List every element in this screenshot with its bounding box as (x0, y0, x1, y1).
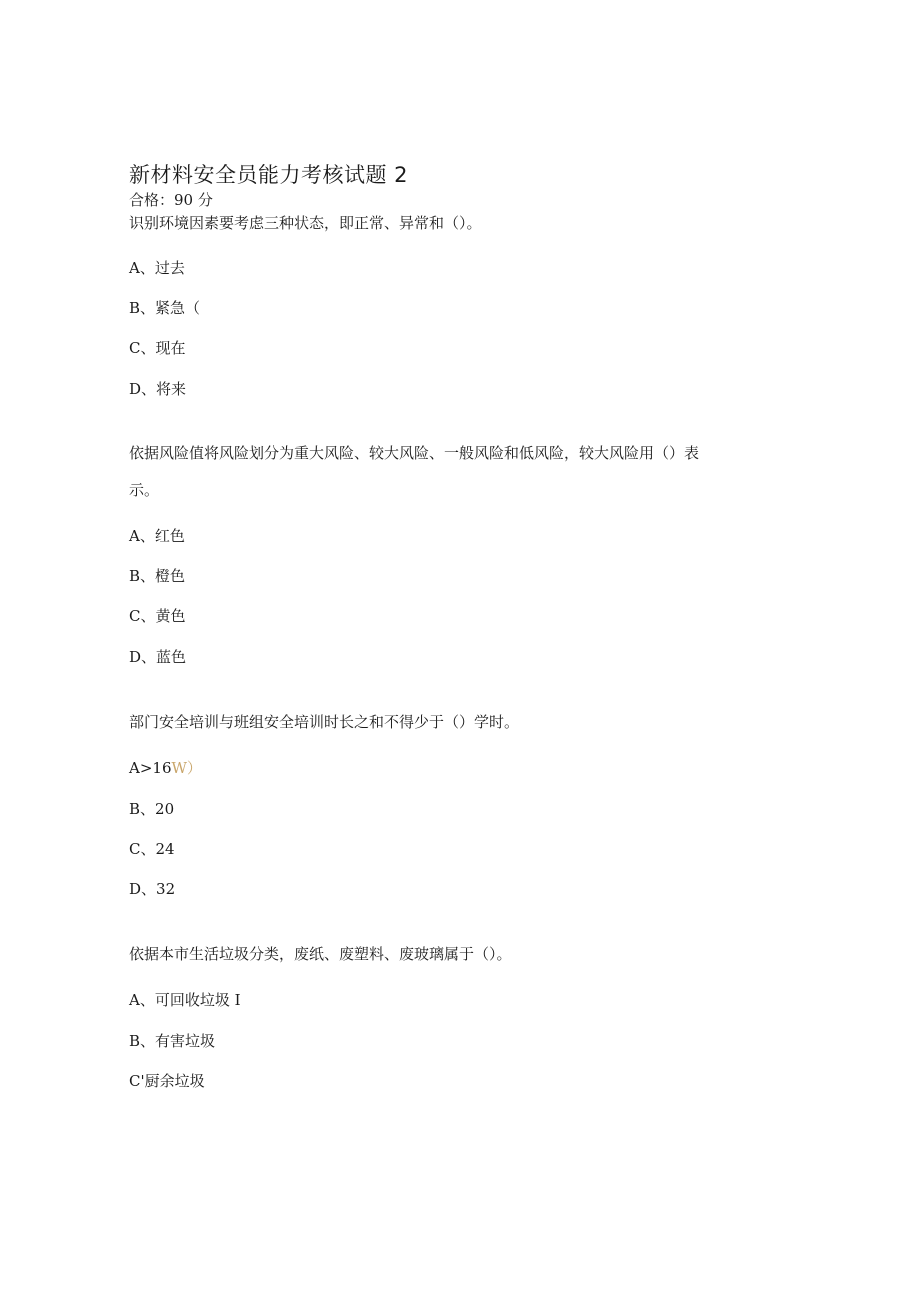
question-4-option-b: B、有害垃圾 (129, 1032, 216, 1050)
question-1-option-c: C、现在 (129, 339, 186, 357)
question-4-stem: 依据本市生活垃圾分类，废纸、废塑料、废玻璃属于（）。 (129, 945, 512, 963)
question-1-option-a: A、过去 (129, 259, 185, 277)
question-2-option-d: D、蓝色 (129, 648, 187, 666)
pass-score: 合格：90 分 (129, 191, 213, 209)
question-3-stem: 部门安全培训与班组安全培训时长之和不得少于（）学时。 (129, 713, 520, 731)
question-2-option-b: B、橙色 (129, 567, 186, 585)
question-3-option-c: C、24 (129, 840, 175, 858)
question-3-option-a-accent: W） (171, 759, 202, 777)
question-3-option-a (129, 758, 202, 778)
question-1-stem: 识别环境因素要考虑三种状态，即正常、异常和（）。 (129, 214, 482, 232)
question-2-stem-line-1: 依据风险值将风险划分为重大风险、较大风险、一般风险和低风险，较大风险用（）表 (129, 444, 700, 462)
question-3-option-d: D、32 (129, 880, 176, 898)
question-2-stem-line-2: 示。 (129, 481, 160, 499)
question-1-option-d: D、将来 (129, 380, 187, 398)
question-4-option-a: A、可回收垃圾 I (129, 991, 241, 1009)
question-2-option-a: A、红色 (129, 527, 185, 545)
question-3-option-a-main: A>16 (129, 759, 172, 777)
question-3-option-b: B、20 (129, 800, 175, 818)
question-2-option-c: C、黄色 (129, 607, 186, 625)
document-title: 新材料安全员能力考核试题 2 (129, 163, 409, 187)
question-4-option-c: C'厨余垃圾 (129, 1072, 205, 1090)
question-1-option-b: B、紧急（ (129, 299, 201, 317)
